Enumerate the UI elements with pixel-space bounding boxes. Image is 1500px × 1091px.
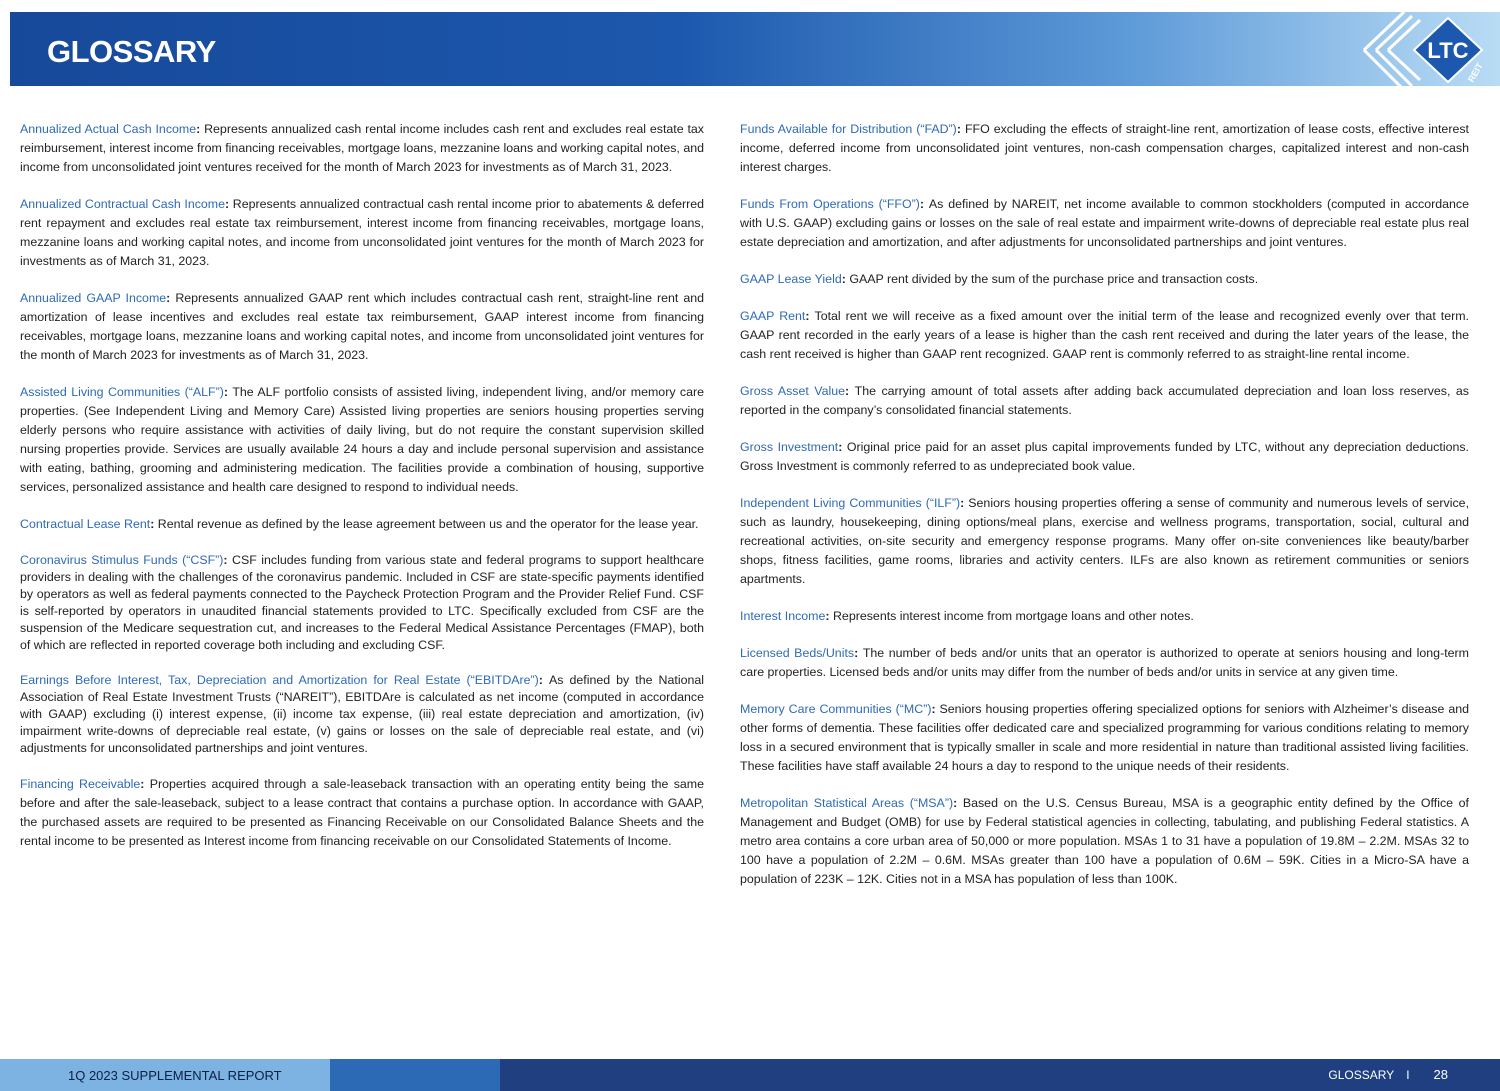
- glossary-definition: Total rent we will receive as a fixed amount over the initial term of the lease and recognized evenly over that term. GAAP rent recorded in the early years of a lease is higher than the cash rent received and during the later years of the lease, the cash rent received is higher than GAAP rent recognized. GAAP rent is commonly referred to as straight-line rental income.: [740, 309, 1469, 361]
- glossary-entry: Earnings Before Interest, Tax, Depreciation and Amortization for Real Estate (“EBITDAre”): As defined by the National Association of Real Estate Investment Trusts (“NAREIT”), EBITDAre is calculated as net income (computed in accordance with GAAP) excluding (i) interest expense, (ii) income tax expense, (iii) real estate depreciation and amortization, (iv) impairment write-downs of depreciable real estate, (v) gains or losses on the sale of depreciable real estate, and (vi) adjustments for unconsolidated partnerships and joint ventures.: [20, 673, 704, 755]
- glossary-term: Earnings Before Interest, Tax, Depreciation and Amortization for Real Estate (“EBITDAre”): [20, 673, 539, 687]
- footer-section: [1328, 1067, 1448, 1082]
- footer-section-label: GLOSSARY: [1328, 1068, 1395, 1082]
- glossary-term: Annualized Actual Cash Income: [20, 122, 197, 136]
- glossary-entry: Annualized GAAP Income: Represents annualized GAAP rent which includes contractual cash rent, straight-line rent and amortization of lease incentives and excludes real estate tax reimbursement, GAAP interest income from financing receivables, mortgage loans, mezzanine loans and working capital notes, and income from unconsolidated joint ventures for the month of March 2023 for investments as of March 31, 2023.: [20, 291, 705, 362]
- glossary-entry: Metropolitan Statistical Areas (“MSA”): Based on the U.S. Census Bureau, MSA is a geographic entity defined by the Office of Management and Budget (OMB) for use by Federal statistical agencies in collecting, tabulating, and publishing Federal statistics. A metro area contains a core urban area of 50,000 or more population. MSAs 1 to 31 have a population of 19.8M – 2.2M. MSAs 32 to 100 have a population of 2.2M – 0.6M. MSAs greater than 100 have a population of 0.6M – 59K. Cities in a Micro-SA have a population of 223K – 12K. Cities not in a MSA has population of less than 100K.: [740, 796, 1469, 886]
- glossary-term: Gross Asset Value: [740, 384, 846, 398]
- glossary-definition: Seniors housing properties offering a sense of community and numerous levels of service, such as laundry, housekeeping, dining options/meal plans, exercise and wellness programs, transportation, social, cultural and recreational activities, on-site security and emergency response programs. Many offer on-site conveniences like beauty/barber shops, fitness facilities, game rooms, libraries and activity centers. ILFs are also known as retirement communities or seniors apartments.: [740, 496, 1470, 586]
- report-name: 1Q 2023 SUPPLEMENTAL REPORT: [68, 1068, 282, 1083]
- glossary-term: Memory Care Communities (“MC”): [740, 702, 932, 716]
- glossary-term: GAAP Rent: [740, 309, 806, 323]
- glossary-definition: As defined by the National Association of Real Estate Investment Trusts (“NAREIT”), EBITDAre is calculated as net income (computed in accordance with GAAP) excluding (i) interest expense, (ii) income tax expense, (iii) real estate depreciation and amortization, (iv) impairment write-downs of depreciable real estate, (v) gains or losses on the sale of depreciable real estate, and (vi) adjustments for unconsolidated partnerships and joint ventures.: [20, 673, 704, 755]
- glossary-entry: Annualized Actual Cash Income: Represents annualized cash rental income includes cash rent and excludes real estate tax reimbursement, interest income from financing receivables, mortgage loans, mezzanine loans and working capital notes, and income from unconsolidated joint ventures received for the month of March 2023 for investments as of March 31, 2023.: [20, 122, 704, 174]
- glossary-definition: Represents annualized contractual cash rental income prior to abatements & deferred rent repayment and excludes real estate tax reimbursement, interest income from financing receivables, mortgage loans, mezzanine loans and working capital notes, and income from unconsolidated joint ventures for the month of March 2023 for investments as of March 31, 2023.: [20, 197, 705, 268]
- glossary-term: Interest Income: [740, 609, 826, 623]
- glossary-term: Coronavirus Stimulus Funds (“CSF”): [20, 553, 224, 567]
- glossary-definition: The carrying amount of total assets after adding back accumulated depreciation and loan loss reserves, as reported in the company’s consolidated financial statements.: [740, 384, 1469, 417]
- glossary-entry: Funds From Operations (“FFO”): As defined by NAREIT, net income available to common stockholders (computed in accordance with U.S. GAAP) excluding gains or losses on the sale of real estate and impairment write-downs of depreciable real estate plus real estate depreciation and amortization, and after adjustments for unconsolidated partnerships and joint ventures.: [740, 197, 1469, 249]
- glossary-definition: The number of beds and/or units that an operator is authorized to operate at seniors housing and long-term care properties. Licensed beds and/or units may differ from the number of beds and/or units in service at any given time.: [740, 646, 1469, 679]
- glossary-definition: Seniors housing properties offering specialized options for seniors with Alzheimer’s disease and other forms of dementia. These facilities offer dedicated care and specialized programming for various conditions relating to memory loss in a secured environment that is typically smaller in scale and more residential in nature than traditional assisted living facilities. These facilities have staff available 24 hours a day to respond to the unique needs of their residents.: [740, 702, 1469, 773]
- glossary-entry: Independent Living Communities (“ILF”): Seniors housing properties offering a sense of community and numerous levels of service, such as laundry, housekeeping, dining options/meal plans, exercise and wellness programs, transportation, social, cultural and recreational activities, on-site security and emergency response programs. Many offer on-site conveniences like beauty/barber shops, fitness facilities, game rooms, libraries and activity centers. ILFs are also known as retirement communities or seniors apartments.: [740, 496, 1470, 586]
- glossary-definition: CSF includes funding from various state and federal programs to support healthcare providers in dealing with the challenges of the coronavirus pandemic. Included in CSF are state-specific payments identified by operators as well as federal payments connected to the Paycheck Protection Program and the Provider Relief Fund. CSF is self-reported by operators in unaudited financial statements provided to LTC. Specifically excluded from CSF are the suspension of the Medicare sequestration cut, and increases to the Federal Medical Assistance Percentages (FMAP), both of which are reflected in reported coverage both including and excluding CSF.: [20, 553, 704, 652]
- logo-subtext: REIT: [1465, 61, 1485, 84]
- glossary-definition: The ALF portfolio consists of assisted living, independent living, and/or memory care properties. (See Independent Living and Memory Care) Assisted living properties are seniors housing properties serving elderly persons who require assistance with activities of daily living, but do not require the constant supervision skilled nursing properties provide. Services are usually available 24 hours a day and include personal supervision and assistance with eating, bathing, grooming and administering medication. The facilities provide a combination of housing, supportive services, personalized assistance and health care designed to respond to individual needs.: [20, 385, 704, 494]
- glossary-entry: Funds Available for Distribution (“FAD”): FFO excluding the effects of straight-line rent, amortization of lease costs, effective interest income, deferred income from unconsolidated joint ventures, non-cash compensation charges, capitalized interest and non-cash interest charges.: [740, 122, 1469, 174]
- glossary-term: Financing Receivable: [20, 777, 141, 791]
- glossary-entry: Gross Investment: Original price paid for an asset plus capital improvements funded by LTC, without any depreciation deductions. Gross Investment is commonly referred to as undepreciated book value.: [740, 440, 1469, 473]
- glossary-term: Licensed Beds/Units: [740, 646, 855, 660]
- glossary-term: Annualized Contractual Cash Income: [20, 197, 226, 211]
- glossary-definition: GAAP rent divided by the sum of the purchase price and transaction costs.: [849, 272, 1259, 286]
- glossary-entry: GAAP Rent: Total rent we will receive as a fixed amount over the initial term of the lease and recognized evenly over that term. GAAP rent recorded in the early years of a lease is higher than the cash rent received and during the later years of the lease, the cash rent received is higher than GAAP rent recognized. GAAP rent is commonly referred to as straight-line rental income.: [740, 309, 1469, 361]
- glossary-term: Gross Investment: [740, 440, 839, 454]
- glossary-entry: Annualized Contractual Cash Income: Represents annualized contractual cash rental income prior to abatements & deferred rent repayment and excludes real estate tax reimbursement, interest income from financing receivables, mortgage loans, mezzanine loans and working capital notes, and income from unconsolidated joint ventures for the month of March 2023 for investments as of March 31, 2023.: [20, 197, 705, 268]
- glossary-entry: Contractual Lease Rent: Rental revenue as defined by the lease agreement between us and the operator for the lease year.: [20, 517, 699, 531]
- glossary-term: Assisted Living Communities (“ALF”): [20, 385, 224, 399]
- glossary-definition: Represents annualized GAAP rent which includes contractual cash rent, straight-line rent and amortization of lease incentives and excludes real estate tax reimbursement, GAAP interest income from financing receivables, mortgage loans, mezzanine loans and working capital notes, and income from unconsolidated joint ventures for the month of March 2023 for investments as of March 31, 2023.: [20, 291, 705, 362]
- logo-text: LTC: [1427, 38, 1469, 63]
- glossary-term: GAAP Lease Yield: [740, 272, 842, 286]
- glossary-term: Annualized GAAP Income: [20, 291, 167, 305]
- glossary-definition: Properties acquired through a sale-leaseback transaction with an operating entity being the same before and after the sale-leaseback, subject to a lease contract that contains a purchase option. In accordance with GAAP, the purchased assets are required to be presented as Financing Receivable on our Consolidated Balance Sheets and the rental income to be presented as Interest income from financing receivable on our Consolidated Statements of Income.: [20, 777, 705, 848]
- glossary-entry: Interest Income: Represents interest income from mortgage loans and other notes.: [740, 609, 1194, 623]
- glossary-definition: FFO excluding the effects of straight-line rent, amortization of lease costs, effective interest income, deferred income from unconsolidated joint ventures, non-cash compensation charges, capitalized interest and non-cash interest charges.: [740, 122, 1469, 174]
- glossary-term: Funds From Operations (“FFO”): [740, 197, 920, 211]
- glossary-right-column: [740, 120, 1469, 907]
- ltc-reit-logo: [1352, 8, 1492, 94]
- footer-bar: [0, 1059, 1500, 1091]
- glossary-definition: As defined by NAREIT, net income available to common stockholders (computed in accordance with U.S. GAAP) excluding gains or losses on the sale of real estate and impairment write-downs of depreciable real estate plus real estate depreciation and amortization, and after adjustments for unconsolidated partnerships and joint ventures.: [740, 197, 1469, 249]
- glossary-definition: Original price paid for an asset plus capital improvements funded by LTC, without any depreciation deductions. Gross Investment is commonly referred to as undepreciated book value.: [740, 440, 1469, 473]
- glossary-entry: Coronavirus Stimulus Funds (“CSF”): CSF includes funding from various state and federal programs to support healthcare providers in dealing with the challenges of the coronavirus pandemic. Included in CSF are state-specific payments identified by operators as well as federal payments connected to the Paycheck Protection Program and the Provider Relief Fund. CSF is self-reported by operators in unaudited financial statements provided to LTC. Specifically excluded from CSF are the suspension of the Medicare sequestration cut, and increases to the Federal Medical Assistance Percentages (FMAP), both of which are reflected in reported coverage both including and excluding CSF.: [20, 553, 704, 652]
- glossary-term: Metropolitan Statistical Areas (“MSA”): [740, 796, 954, 810]
- glossary-entry: GAAP Lease Yield: GAAP rent divided by the sum of the purchase price and transaction costs.: [740, 272, 1259, 286]
- glossary-entry: Assisted Living Communities (“ALF”): The ALF portfolio consists of assisted living, independent living, and/or memory care properties. (See Independent Living and Memory Care) Assisted living properties are seniors housing properties serving elderly persons who require assistance with activities of daily living, but do not require the constant supervision skilled nursing properties provide. Services are usually available 24 hours a day and include personal supervision and assistance with eating, bathing, grooming and administering medication. The facilities provide a combination of housing, supportive services, personalized assistance and health care designed to respond to individual needs.: [20, 385, 704, 494]
- glossary-definition: Rental revenue as defined by the lease agreement between us and the operator for the lease year.: [157, 517, 699, 531]
- glossary-entry: Gross Asset Value: The carrying amount of total assets after adding back accumulated depreciation and loan loss reserves, as reported in the company’s consolidated financial statements.: [740, 384, 1469, 417]
- glossary-term: Independent Living Communities (“ILF”): [740, 496, 961, 510]
- glossary-term: Funds Available for Distribution (“FAD”): [740, 122, 957, 136]
- glossary-definition: Represents interest income from mortgage loans and other notes.: [832, 609, 1194, 623]
- glossary-entry: Licensed Beds/Units: The number of beds and/or units that an operator is authorized to operate at seniors housing and long-term care properties. Licensed beds and/or units may differ from the number of beds and/or units in service at any given time.: [740, 646, 1469, 679]
- glossary-left-column: [20, 120, 704, 869]
- glossary-entry: Financing Receivable: Properties acquired through a sale-leaseback transaction with an operating entity being the same before and after the sale-leaseback, subject to a lease contract that contains a purchase option. In accordance with GAAP, the purchased assets are required to be presented as Financing Receivable on our Consolidated Balance Sheets and the rental income to be presented as Interest income from financing receivable on our Consolidated Statements of Income.: [20, 777, 705, 848]
- header-banner: [10, 12, 1500, 86]
- glossary-definition: Based on the U.S. Census Bureau, MSA is a geographic entity defined by the Office of Management and Budget (OMB) for use by Federal statistical agencies in collecting, tabulating, and publishing Federal statistics. A metro area contains a core urban area of 50,000 or more population. MSAs 1 to 31 have a population of 19.8M – 2.2M. MSAs 32 to 100 have a population of 2.2M – 0.6M. MSAs greater than 100 have a population of 0.6M – 59K. Cities in a Micro-SA have a population of 223K – 12K. Cities not in a MSA has population of less than 100K.: [740, 796, 1469, 886]
- glossary-entry: Memory Care Communities (“MC”): Seniors housing properties offering specialized options for seniors with Alzheimer’s disease and other forms of dementia. These facilities offer dedicated care and specialized programming for various conditions relating to memory loss in a secured environment that is typically smaller in scale and more residential in nature than traditional assisted living facilities. These facilities have staff available 24 hours a day to respond to the unique needs of their residents.: [740, 702, 1469, 773]
- page-number: 28: [1433, 1067, 1448, 1082]
- glossary-definition: Represents annualized cash rental income includes cash rent and excludes real estate tax reimbursement, interest income from financing receivables, mortgage loans, mezzanine loans and working capital notes, and income from unconsolidated joint ventures received for the month of March 2023 for investments as of March 31, 2023.: [20, 122, 704, 174]
- page-title: GLOSSARY: [47, 34, 216, 69]
- footer-separator: I: [1406, 1068, 1410, 1082]
- glossary-term: Contractual Lease Rent: [20, 517, 151, 531]
